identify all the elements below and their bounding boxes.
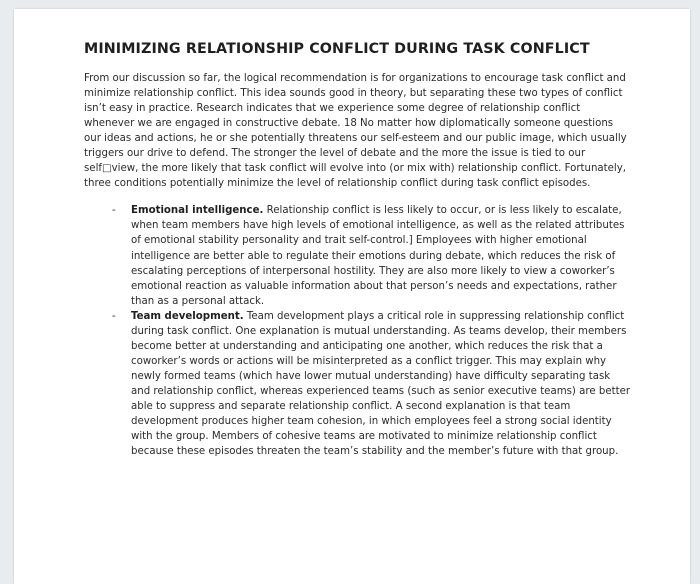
bullet-list [84,203,632,459]
bullet-marker: - [112,310,116,322]
document-content [84,41,632,459]
bullet-heading: Team development. [131,310,244,322]
bullet-heading: Emotional intelligence. [131,205,264,217]
bullet-marker: - [112,205,116,217]
bullet-item-team-development [84,309,632,459]
bullet-text: Team development plays a critical role in suppressing relationship conflict during task conflict. One explanation is mutual understanding. As teams develop, their members become better at understanding and anticipating one another, which reduces the risk that a coworker’s words or actions will be misinterpreted as a conflict trigger. This may explain why newly formed teams (which have lower mutual understanding) have difficulty separating task and relationship conflict, whereas experienced teams (such as senior executive teams) are better able to suppress and separate relationship conflict. A second explanation is that team development produces higher team cohesion, in which employees feel a strong social identity with the group. Members of cohesive teams are motivated to minimize relationship conflict because these episodes threaten the team’s stability and the member’s future with that group. [131,310,631,458]
bullet-item-emotional-intelligence [84,203,632,308]
bullet-text: Relationship conflict is less likely to occur, or is less likely to escalate, when team members have high levels of emotional intelligence, as well as the related attributes of emotional stability personality and trait self-control.] Employees with higher emotional intelligence are better able to regulate their emotions during debate, which reduces the risk of escalating perceptions of interpersonal hostility. They are also more likely to view a coworker’s emotional reaction as valuable information about that person’s needs and expectations, rather than as a personal attack. [131,205,625,307]
document-page [14,9,690,584]
section-title: MINIMIZING RELATIONSHIP CONFLICT DURING TASK CONFLICT [84,41,590,57]
intro-paragraph: From our discussion so far, the logical recommendation is for organizations to encourage task conflict and minimize relationship conflict. This idea sounds good in theory, but separating these two types of conflict isn’t easy in practice. Research indicates that we experience some degree of relationship conflict whenever we are engaged in constructive debate. 18 No matter how diplomatically someone questions our ideas and actions, he or she potentially threatens our self-esteem and our public image, which usually triggers our drive to defend. The stronger the level of debate and the more the issue is tied to our self□view, the more likely that task conflict will evolve into (or mix with) relationship conflict. Fortunately, three conditions potentially minimize the level of relationship conflict during task conflict episodes. [84,73,627,190]
